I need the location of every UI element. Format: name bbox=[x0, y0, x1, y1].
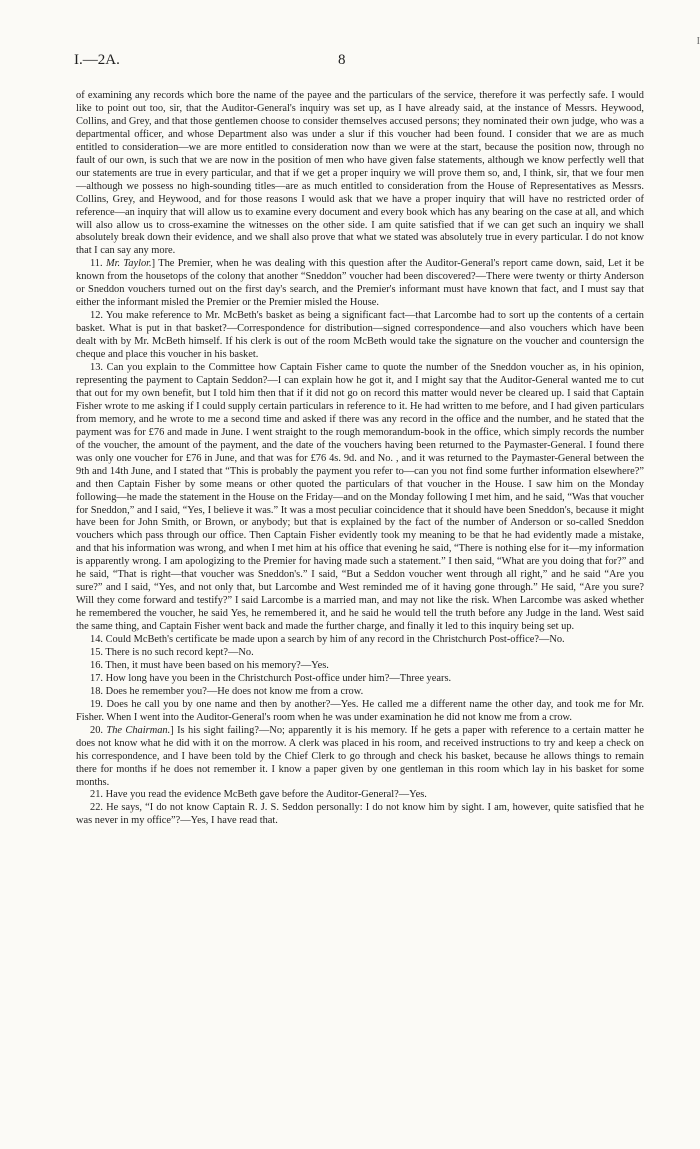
question-number: 21. bbox=[90, 789, 106, 801]
question-15 bbox=[76, 647, 644, 660]
question-13 bbox=[76, 362, 644, 634]
speaker-name: Mr. Taylor. bbox=[105, 258, 152, 270]
question-number: 12. bbox=[90, 310, 106, 322]
question-number: 13. bbox=[90, 362, 107, 374]
paragraph-continuation: of examining any records which bore the name of the payee and the particulars of the service, therefore it was perfectly safe. I would like to point out too, sir, that the Auditor-General's inquiry was set up, as I have already said, at the instance of Messrs. Heywood, Collins, and Grey, and that those gentlemen choose to consider themselves accused persons; they nominated their own judge, who was a departmental officer, and whose Department also was under a slur if this voucher had been found. I consider that we are as much entitled to consideration—we are more entitled to consideration now than we were at the start, because the position now, through no fault of our own, is such that we are now in the position of men who have given false statements, although we know perfectly well that our statements are true in every particular, and that if we get a proper inquiry we will prove them so, and, I think, sir, that we four men—although we possess no high-sounding titles—are as much entitled to consideration from the House of Representatives as Messrs. Collins, Grey, and Heywood, and for those reasons I would ask that we have a proper inquiry that will have no restricted order of reference—an inquiry that will allow us to examine every document and every book which has any bearing on the case at all, and which will also allow us to cross-examine the witnesses on the other side. I am quite satisfied that if we can get such an inquiry we shall absolutely break down their evidence, and we shall also prove that what we stated was absolutely true in every particular. I do not know that I can say any more. bbox=[76, 90, 644, 257]
question-text: He says, “I do not know Captain R. J. S. Seddon personally: I do not know him by sight. I am, however, quite satisfied that he was never in my office”?—Yes, I have read that. bbox=[76, 802, 644, 827]
question-text: You make reference to Mr. McBeth's basket as being a significant fact—that Larcombe had to sort up the contents of a certain basket. What is put in that basket?—Correspondence for distribution—signed correspondence—and also vouchers which have been dealt with by Mr. McBeth himself. If his clerk is out of the room McBeth would take the signature on the voucher and countersign the cheque and place this voucher in his basket. bbox=[76, 310, 644, 361]
question-number: 17. bbox=[90, 672, 106, 684]
edge-mark: I bbox=[696, 36, 700, 47]
question-text: ] Is his sight failing?—No; apparently it is his memory. If he gets a paper with reference to a certain matter he does not know what he did with it on the morrow. A clerk was placed in his room, and received instructions to try and keep a check on his correspondence, and I have been told by the Chief Clerk to go through and check his basket, because he allows things to remain there for months if he does not remember it. I know a paper given by one gentleman in this room which lay in his basket for some months. bbox=[76, 724, 644, 788]
page-number: 8 bbox=[338, 52, 346, 68]
question-text: How long have you been in the Christchurch Post-office under him?—Three years. bbox=[105, 672, 452, 684]
question-number: 16. bbox=[90, 659, 106, 671]
question-17 bbox=[76, 673, 644, 686]
question-22 bbox=[76, 802, 644, 828]
question-text: Could McBeth's certificate be made upon a search by him of any record in the Christchurch Post-office?—No. bbox=[105, 634, 565, 646]
question-11 bbox=[76, 258, 644, 310]
question-number: 18. bbox=[90, 685, 106, 697]
question-number: 19. bbox=[90, 698, 107, 710]
question-14 bbox=[76, 634, 644, 647]
question-number: 22. bbox=[90, 802, 107, 814]
question-text: ] The Premier, when he was dealing with this question after the Auditor-General's report came down, said, Let it be known from the housetops of the colony that another “Sneddon” voucher had been discovered?—There were twenty or thirty Anderson or Sneddon vouchers turned out on the first day's search, and the Premier's informant must have known that fact, and I must say that either the informant misled the Premier or the Premier misled the House. bbox=[76, 258, 645, 309]
question-text: Then, it must have been based on his memory?—Yes. bbox=[105, 659, 329, 671]
question-text: Does he remember you?—He does not know me from a crow. bbox=[105, 685, 364, 697]
question-12 bbox=[76, 310, 644, 362]
question-21 bbox=[76, 789, 644, 802]
question-18 bbox=[76, 686, 644, 699]
page-header bbox=[74, 52, 640, 72]
question-text: Can you explain to the Committee how Captain Fisher came to quote the number of the Sneddon voucher as, in his opinion, representing the payment to Captain Seddon?—I can explain how he got it, and I might say that the Auditor-General wanted me to cut that out for my own benefit, but I told him then that if it did not go on record this matter would never be cleared up. I said that Captain Fisher wrote to me asking if I could supply certain particulars in reference to it. He had written to me before, and I had given particulars from memory, and he wrote to me a second time and asked if there was any record in the office and the number, and he stated that the payment was for £76 and made in June. I went straight to the rough memorandum-book in the office, which simply records the number of the voucher, the amount of the payment, and the date of the vouchers having been returned to the Paymaster-General. I found there was only one voucher for £76 in June, and that was for £76 4s. 9d. and No. , and it was returned to the Paymaster-General between the 9th and 14th June, and I stated that “This is probably the payment you refer to—can you not find some further information elsewhere?” and then Captain Fisher by some means or other quoted the particulars of that voucher in the House. I saw him on the Monday following—he made the statement in the House on the Friday—and on the Monday following I met him, and he said, “Was that voucher for Sneddon,” and I said, “Yes, I believe it was.” It was a most peculiar coincidence that it should have been Sneddon's, because it might have been for John Smith, or Brown, or anybody; but that is explained by the fact of the number of Anderson or so-called Sneddon vouchers which pass through our office. Then Captain Fisher evidently took my meaning to be that he had evidently made a mistake, and that his information was wrong, and when I met him at his office that evening he said, “There is nothing else for it—my information is apparently wrong. I am apologizing to the Premier for having made such a statement.” I then said, “What are you doing that for?” and he said, “That is right—that voucher was Sneddon's.” I said, “But a Seddon voucher went through all right,” and he said “Are you sure?” and I said, “Yes, and not only that, but Larcombe and West reminded me of it having gone through.” He said, “Are you sure? Will they come forward and testify?” I said Larcombe is a married man, and may not like the risk. When Larcombe was asked whether he remembered the voucher, he said Yes, he remembered it, and he said he would tell the truth before any Judge in the land. West said the same thing, and Captain Fisher went back and made the further charge, and finally it led to this inquiry being set up. bbox=[76, 362, 645, 633]
question-number: 20. bbox=[90, 724, 107, 736]
document-body bbox=[76, 90, 644, 828]
question-text: Have you read the evidence McBeth gave before the Auditor-General?—Yes. bbox=[105, 789, 427, 801]
page-reference: I.—2A. bbox=[74, 52, 120, 68]
question-16 bbox=[76, 660, 644, 673]
question-number: 11. bbox=[90, 258, 106, 270]
question-text: There is no such record kept?—No. bbox=[105, 646, 254, 658]
question-number: 14. bbox=[90, 634, 106, 646]
speaker-name: The Chairman. bbox=[106, 724, 171, 736]
question-20 bbox=[76, 725, 644, 790]
question-text: Does he call you by one name and then by another?—Yes. He called me a different name the other day, and took me for Mr. Fisher. When I went into the Auditor-General's room when he was under examination he did not know me from a crow. bbox=[76, 698, 644, 723]
question-number: 15. bbox=[90, 646, 106, 658]
question-19 bbox=[76, 699, 644, 725]
